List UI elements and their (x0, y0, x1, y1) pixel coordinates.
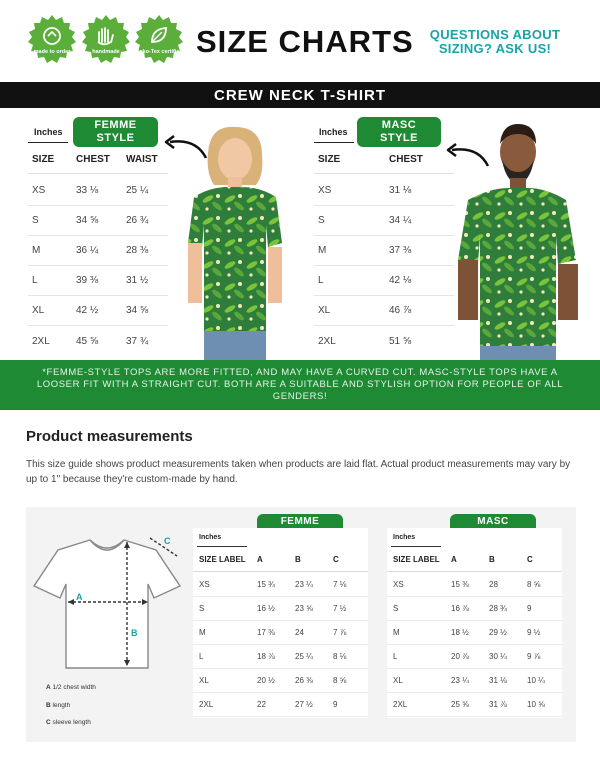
masc-measure-units: Inches (393, 534, 416, 541)
cell-waist: 37 ¾ (126, 335, 149, 347)
header-c: C (527, 555, 533, 564)
masc-tag-line-1: MASC (381, 119, 417, 131)
product-name-bar: CREW NECK T-SHIRT (0, 82, 600, 108)
cell-size: M (32, 245, 41, 256)
cell-b: 26 ⅜ (295, 676, 313, 685)
cell-c: 10 ⅝ (527, 700, 545, 709)
cell-size: XS (393, 580, 404, 589)
cell-chest: 34 ⅝ (76, 215, 99, 226)
table-row (28, 176, 168, 206)
table-row (193, 669, 368, 693)
cell-a: 22 (257, 700, 266, 709)
cell-size: S (199, 604, 205, 613)
badge-label: handmade (92, 48, 120, 55)
masc-style-tag (357, 117, 441, 147)
cell-b: 29 ½ (489, 628, 507, 637)
legend-text: 1/2 chest width (52, 684, 96, 691)
header-a: A (451, 555, 457, 564)
table-row (387, 693, 562, 717)
femme-measure-units: Inches (199, 534, 222, 541)
cell-c: 10 ¼ (527, 676, 545, 685)
table-row (28, 236, 168, 266)
cell-waist: 26 ¾ (126, 215, 149, 226)
cell-c: 9 (333, 700, 338, 709)
cell-chest: 46 ⅞ (389, 305, 412, 316)
legend-key: A (46, 684, 51, 691)
table-row (314, 176, 454, 206)
page-header (0, 0, 600, 82)
cell-a: 17 ⅜ (257, 628, 275, 637)
cell-chest: 36 ¼ (76, 245, 99, 256)
legend-text: sleeve length (52, 719, 91, 726)
cell-c: 7 ½ (333, 604, 347, 613)
cell-chest: 45 ⅝ (76, 335, 99, 347)
table-row (314, 296, 454, 326)
legend-item-c (46, 719, 91, 726)
cell-size: L (393, 652, 398, 661)
cell-size: 2XL (199, 700, 214, 709)
cell-size: S (393, 604, 399, 613)
table-header-row (193, 548, 368, 572)
cell-c: 7 ⅛ (333, 580, 347, 589)
units-underline (197, 546, 247, 547)
table-row (28, 206, 168, 236)
cell-size: XS (318, 185, 332, 196)
masc-measure-tag-line-1: MASC (477, 516, 509, 527)
product-measurements-heading: Product measurements (26, 428, 193, 445)
header-size: SIZE (318, 154, 341, 165)
cell-size: M (199, 628, 206, 637)
femme-size-table (28, 146, 168, 356)
cell-c: 9 (527, 604, 532, 613)
page-title: SIZE CHARTS (196, 24, 414, 59)
table-row (28, 326, 168, 356)
femme-style-tag (73, 117, 158, 147)
cell-size: S (318, 215, 325, 226)
questions-line-1: QUESTIONS ABOUT (429, 27, 561, 42)
cell-size: L (318, 275, 324, 286)
cell-a: 15 ⅜ (451, 580, 469, 589)
oeko-tex-badge-icon (134, 14, 184, 64)
header-c: C (333, 555, 339, 564)
cell-b: 23 ¼ (295, 580, 313, 589)
table-row (387, 597, 562, 621)
diagram-label-c: C (164, 536, 171, 546)
units-underline (28, 142, 68, 143)
cell-size: XL (32, 305, 45, 316)
header-size-label: SIZE LABEL (199, 555, 246, 564)
masc-tag-line-2: STYLE (380, 132, 418, 144)
cell-a: 18 ⅞ (257, 652, 275, 661)
header-b: B (295, 555, 301, 564)
cell-a: 18 ½ (451, 628, 469, 637)
header-size-label: SIZE LABEL (393, 555, 440, 564)
cell-size: XL (393, 676, 403, 685)
cell-b: 28 ¾ (489, 604, 507, 613)
cell-a: 16 ⅞ (451, 604, 469, 613)
table-row (314, 236, 454, 266)
cell-size: XS (32, 185, 46, 196)
cell-a: 20 ½ (257, 676, 275, 685)
cell-size: 2XL (32, 335, 50, 347)
units-underline (391, 546, 441, 547)
table-row (28, 266, 168, 296)
table-row (193, 597, 368, 621)
cell-b: 28 (489, 580, 498, 589)
product-measurements-description: This size guide shows product measurements taken when products are laid flat. Actual product measurements may vary by up to 1" because they're custom-made by hand. (26, 459, 571, 485)
table-row (193, 621, 368, 645)
cell-chest: 51 ⅝ (389, 335, 412, 347)
femme-units-label: Inches (34, 127, 63, 137)
cell-a: 16 ½ (257, 604, 275, 613)
cell-size: XL (318, 305, 331, 316)
cell-b: 24 (295, 628, 304, 637)
header-chest: CHEST (389, 154, 423, 165)
cell-size: XS (199, 580, 210, 589)
cell-chest: 33 ⅛ (76, 185, 99, 196)
femme-tag-line-1: FEMME (94, 119, 137, 131)
cell-chest: 39 ⅜ (76, 275, 99, 286)
table-row (387, 645, 562, 669)
diagram-label-b: B (131, 628, 138, 638)
table-row (28, 296, 168, 326)
cell-a: 23 ¼ (451, 676, 469, 685)
cell-c: 9 ⅞ (527, 652, 541, 661)
cell-a: 20 ⅞ (451, 652, 469, 661)
cell-c: 8 ⅝ (527, 580, 541, 589)
badge-label: Oeko-Tex certified (135, 48, 183, 55)
cell-waist: 25 ¼ (126, 185, 149, 196)
diagram-label-a: A (76, 592, 83, 602)
cell-waist: 34 ⅝ (126, 305, 149, 316)
badge-label: made to order (33, 48, 71, 55)
table-row (314, 266, 454, 296)
masc-size-table (314, 146, 454, 356)
cell-b: 31 ⅛ (489, 676, 507, 685)
table-row (193, 645, 368, 669)
cell-size: M (393, 628, 400, 637)
handmade-badge-icon (81, 14, 131, 64)
table-row (193, 693, 368, 717)
cell-b: 27 ½ (295, 700, 313, 709)
cell-c: 9 ½ (527, 628, 541, 637)
table-header-row (314, 146, 454, 174)
units-underline (314, 142, 354, 143)
masc-units-label: Inches (319, 127, 348, 137)
cell-chest: 42 ⅛ (389, 275, 412, 286)
cell-chest: 42 ½ (76, 305, 99, 316)
fit-note-banner: *FEMME-STYLE TOPS ARE MORE FITTED, AND MAY HAVE A CURVED CUT. MASC-STYLE TOPS HAVE A LOOSER FIT WITH A STRAIGHT CUT. BOTH ARE A SUITABLE AND STYLISH OPTION FOR PEOPLE OF ALL GENDERS! (0, 360, 600, 410)
cell-chest: 31 ⅛ (389, 185, 412, 196)
cell-b: 31 ⅞ (489, 700, 507, 709)
femme-measure-table (193, 528, 368, 718)
table-row (387, 573, 562, 597)
questions-link[interactable] (420, 28, 570, 56)
table-row (387, 669, 562, 693)
legend-key: C (46, 719, 51, 726)
legend-key: B (46, 702, 51, 709)
legend-item-a (46, 684, 96, 691)
table-row (314, 326, 454, 356)
cell-size: L (199, 652, 204, 661)
cell-chest: 34 ¼ (389, 215, 412, 226)
table-row (314, 206, 454, 236)
cell-size: XL (199, 676, 209, 685)
cell-waist: 31 ½ (126, 275, 149, 286)
cell-c: 8 ⅝ (333, 676, 347, 685)
femme-tag-line-2: STYLE (96, 132, 135, 144)
header-a: A (257, 555, 263, 564)
table-header-row (28, 146, 168, 174)
cell-a: 15 ¾ (257, 580, 275, 589)
cell-size: 2XL (393, 700, 408, 709)
legend-item-b (46, 702, 70, 709)
masc-measure-table (387, 528, 562, 718)
table-header-row (387, 548, 562, 572)
cell-c: 7 ⅞ (333, 628, 347, 637)
cell-b: 23 ⅝ (295, 604, 313, 613)
questions-line-2: SIZING? ASK US! (438, 41, 552, 56)
tshirt-diagram-icon (30, 528, 185, 678)
header-size: SIZE (32, 154, 55, 165)
made-to-order-badge-icon (27, 14, 77, 64)
table-row (193, 573, 368, 597)
header-waist: WAIST (126, 154, 158, 165)
femme-model-image (180, 125, 290, 361)
header-b: B (489, 555, 495, 564)
cell-a: 25 ⅝ (451, 700, 469, 709)
cell-c: 8 ⅛ (333, 652, 347, 661)
cell-size: M (318, 245, 327, 256)
cell-b: 25 ¼ (295, 652, 313, 661)
cell-size: L (32, 275, 38, 286)
cell-waist: 28 ⅜ (126, 245, 149, 256)
cell-size: S (32, 215, 39, 226)
legend-text: length (52, 702, 71, 709)
cell-b: 30 ¼ (489, 652, 507, 661)
cell-chest: 37 ⅜ (389, 245, 412, 256)
cell-size: 2XL (318, 335, 336, 347)
femme-measure-tag-line-1: FEMME (280, 516, 320, 527)
masc-model-image (450, 120, 582, 361)
table-row (387, 621, 562, 645)
header-chest: CHEST (76, 154, 110, 165)
